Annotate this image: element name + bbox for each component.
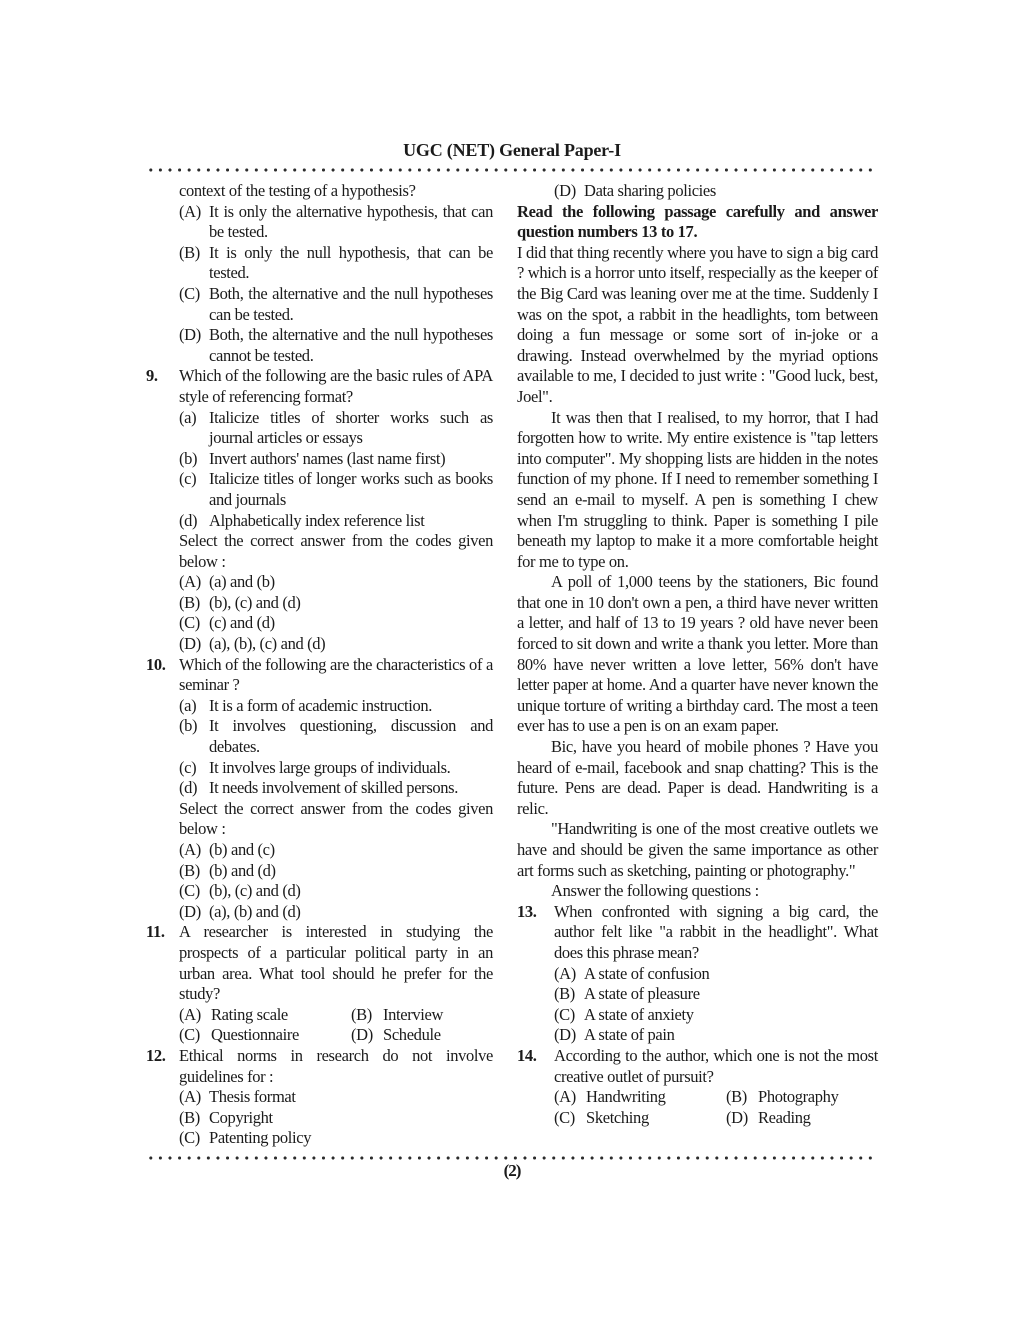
option-text: (c) and (d) (209, 613, 275, 633)
option-row-2 (179, 1025, 493, 1046)
option-A (179, 1005, 351, 1026)
page-title: UGC (NET) General Paper-I (403, 140, 621, 160)
option-text: Handwriting (586, 1087, 666, 1107)
question-13 (517, 902, 878, 1046)
option-C (179, 613, 493, 634)
option-row-2 (554, 1108, 878, 1129)
option-text: Questionnaire (211, 1025, 300, 1045)
option-label: (B) (179, 1107, 200, 1127)
option-text: Photography (758, 1087, 839, 1107)
subitem-label: (a) (179, 695, 197, 715)
option-text: Both, the alternative and the null hypotheses can be tested. (209, 283, 493, 324)
option-label: (B) (351, 1004, 372, 1024)
option-label: (D) (554, 181, 576, 200)
option-D (179, 325, 493, 366)
option-D (351, 1025, 493, 1046)
subitem-b (179, 716, 493, 757)
option-B (179, 243, 493, 284)
option-text: (b), (c) and (d) (209, 881, 301, 901)
option-text: Rating scale (211, 1004, 288, 1024)
question-12 (146, 1046, 493, 1149)
subitem-text: It needs involvement of skilled persons. (209, 778, 459, 798)
option-B (351, 1005, 493, 1026)
question-11 (146, 922, 493, 1046)
option-text: Thesis format (209, 1087, 296, 1107)
option-label: (A) (179, 1087, 201, 1107)
passage-paragraph-2: It was then that I realised, to my horror, that I had forgotten how to write. My entire existence is "tap letters into computer". My shopping lists are hidden in the notes function of my phone. If I need to remember something I send an e-mail to myself. A pen is something I chew when I'm struggling to think. Paper is something I pile beneath my laptop to make it a more comfortable height for me to type on. (517, 407, 878, 571)
option-text: (b) and (d) (209, 860, 276, 880)
subitem-d (179, 511, 493, 532)
option-text: Sketching (586, 1107, 649, 1127)
question-body (179, 366, 493, 654)
subitem-label: (a) (179, 407, 197, 427)
subitem-label: (b) (179, 448, 198, 468)
subitem-text: It involves questioning, discussion and debates. (209, 716, 493, 757)
option-label: (D) (179, 901, 201, 921)
option-text: A state of pain (584, 1025, 675, 1045)
sheet (146, 140, 878, 1181)
option-label: (A) (179, 840, 201, 859)
option-text: A state of pleasure (584, 984, 700, 1004)
option-label: (D) (554, 1025, 576, 1045)
subitem-text: Alphabetically index reference list (209, 510, 425, 530)
option-text: Schedule (383, 1025, 441, 1045)
question-8-continuation (146, 181, 493, 366)
option-D (554, 181, 878, 202)
passage-paragraph-5: "Handwriting is one of the most creative outlets we have and should be given the same importance as other art forms such as sketching, painting or photography." (517, 819, 878, 880)
option-label: (A) (554, 1087, 576, 1107)
option-label: (A) (179, 1004, 201, 1024)
subitem-text: It involves large groups of individuals. (209, 757, 451, 777)
subitem-text: It is a form of academic instruction. (209, 695, 433, 715)
option-label: (C) (179, 1128, 200, 1148)
question-number: 11. (146, 922, 165, 942)
option-label: (D) (179, 325, 201, 345)
option-label: (C) (179, 881, 200, 901)
option-label: (C) (554, 1004, 575, 1024)
option-label: (D) (726, 1107, 748, 1127)
option-label: (A) (554, 963, 576, 983)
option-B (726, 1087, 878, 1108)
option-text: (b), (c) and (d) (209, 592, 301, 612)
answer-following-note: Answer the following questions : (551, 881, 759, 901)
option-row-1 (554, 1087, 878, 1108)
passage-instruction: Read the following passage carefully and answer question numbers 13 to 17. (517, 201, 878, 242)
option-text: Data sharing policies (584, 181, 716, 200)
subitem-c (179, 469, 493, 510)
option-label: (A) (179, 572, 201, 592)
option-text: Both, the alternative and the null hypotheses cannot be tested. (209, 325, 493, 365)
question-stem: context of the testing of a hypothesis? (179, 181, 416, 200)
left-column (146, 181, 493, 1149)
option-label: (B) (726, 1087, 747, 1107)
subitem-text: Italicize titles of longer works such as books and journals (209, 469, 493, 509)
option-label: (C) (179, 283, 200, 303)
option-text: It is only the null hypothesis, that can be tested. (209, 242, 493, 283)
subitem-label: (b) (179, 716, 198, 736)
subitem-d (179, 778, 493, 799)
option-A (179, 1087, 493, 1108)
subitem-label: (c) (179, 757, 197, 777)
passage-paragraph-4: Bic, have you heard of mobile phones ? Have you heard of e-mail, facebook and snap chatting? This is the future. Pens are dead. Paper is dead. Handwriting is a relic. (517, 737, 878, 818)
option-label: (D) (179, 634, 201, 654)
question-stem: When confronted with signing a big card, the author felt like "a rabbit in the headlight". What does this phrase mean? (554, 901, 878, 962)
option-label: (B) (554, 984, 575, 1004)
option-D (554, 1025, 878, 1046)
option-B (554, 984, 878, 1005)
option-text: (a) and (b) (209, 572, 275, 592)
option-label: (B) (179, 592, 200, 612)
option-text: Reading (758, 1107, 811, 1127)
option-B (179, 861, 493, 882)
question-9 (146, 366, 493, 654)
option-label: (C) (179, 1025, 200, 1045)
option-text: (a), (b) and (d) (209, 901, 301, 921)
option-text: (b) and (c) (209, 840, 275, 859)
subitem-c (179, 758, 493, 779)
option-text: It is only the alternative hypothesis, that can be tested. (209, 201, 493, 242)
option-text: Patenting policy (209, 1128, 312, 1148)
option-A (179, 840, 493, 861)
subitem-b (179, 449, 493, 470)
question-stem: A researcher is interested in studying the prospects of a particular political party in an urban area. What tool should he prefer for the study? (179, 922, 493, 1004)
top-dotted-divider (146, 168, 878, 172)
option-text: Copyright (209, 1107, 273, 1127)
subitem-text: Invert authors' names (last name first) (209, 448, 446, 468)
question-body (179, 655, 493, 923)
option-C (554, 1108, 726, 1129)
option-C (179, 284, 493, 325)
option-D (179, 634, 493, 655)
subitem-text: Italicize titles of shorter works such as journal articles or essays (209, 407, 493, 448)
option-A (179, 202, 493, 243)
option-C (179, 881, 493, 902)
option-label: (D) (351, 1025, 373, 1045)
subitem-label: (d) (179, 778, 198, 798)
option-C (179, 1128, 493, 1149)
select-note: Select the correct answer from the codes given below : (179, 531, 493, 571)
question-stem: According to the author, which one is not the most creative outlet of pursuit? (554, 1045, 878, 1086)
question-number: 12. (146, 1045, 166, 1065)
question-number: 14. (517, 1045, 537, 1065)
option-text: Interview (383, 1004, 444, 1024)
select-note: Select the correct answer from the codes given below : (179, 798, 493, 839)
option-D (179, 902, 493, 923)
option-A (554, 1087, 726, 1108)
question-body (554, 902, 878, 1046)
option-text: A state of confusion (584, 963, 710, 983)
option-text: (a), (b), (c) and (d) (209, 634, 326, 654)
question-body (179, 922, 493, 1046)
question-stem: Which of the following are the characteristics of a seminar ? (179, 654, 493, 695)
question-10 (146, 655, 493, 923)
option-B (179, 1108, 493, 1129)
option-label: (C) (554, 1107, 575, 1127)
question-body (554, 1046, 878, 1128)
subitem-label: (d) (179, 510, 198, 530)
question-number: 9. (146, 366, 158, 386)
option-row-1 (179, 1005, 493, 1026)
option-B (179, 593, 493, 614)
question-stem: Ethical norms in research do not involve guidelines for : (179, 1045, 493, 1086)
option-label: (B) (179, 860, 200, 880)
passage-paragraph-1: I did that thing recently where you have to sign a big card ? which is a horror unto itself, respecially as the keeper of the Big Card was leaning over me at the time. Suddenly I was on the spot, a rabbit in the headlights, tom between doing a fun message or some sort of in-joke or a drawing. Instead overwhelmed by the myriad options available to me, I decided to just write : "Good luck, best, Joel". (517, 242, 878, 406)
option-C (554, 1005, 878, 1026)
question-number: 13. (517, 901, 537, 921)
option-A (179, 572, 493, 593)
question-12-option-D-continued (517, 181, 878, 202)
question-stem: Which of the following are the basic rules of APA style of referencing format? (179, 366, 493, 406)
option-label: (B) (179, 242, 200, 262)
question-number: 10. (146, 654, 166, 674)
right-column (517, 181, 878, 1149)
bottom-dotted-divider (146, 1156, 878, 1160)
option-label: (C) (179, 613, 200, 633)
option-C (179, 1025, 351, 1046)
passage-paragraph-3: A poll of 1,000 teens by the stationers, Bic found that one in 10 don't own a pen, a third have never written a letter, and half of 13 to 19 years ? old have never been forced to sit down and write a thank you letter. More than 80% have never written a love letter, 56% don't have letter paper at home. And a quarter have never known the unique torture of writing a birthday card. The most a teen ever has to use a pen is on an exam paper. (517, 572, 878, 736)
option-text: A state of anxiety (584, 1004, 694, 1024)
option-D (726, 1108, 878, 1129)
question-14 (517, 1046, 878, 1128)
option-A (554, 964, 878, 985)
subitem-label: (c) (179, 469, 197, 489)
two-column-body (146, 181, 878, 1149)
option-label: (A) (179, 201, 201, 221)
subitem-a (179, 408, 493, 449)
subitem-a (179, 696, 493, 717)
question-body (179, 1046, 493, 1149)
page-number: (2) (503, 1160, 521, 1180)
